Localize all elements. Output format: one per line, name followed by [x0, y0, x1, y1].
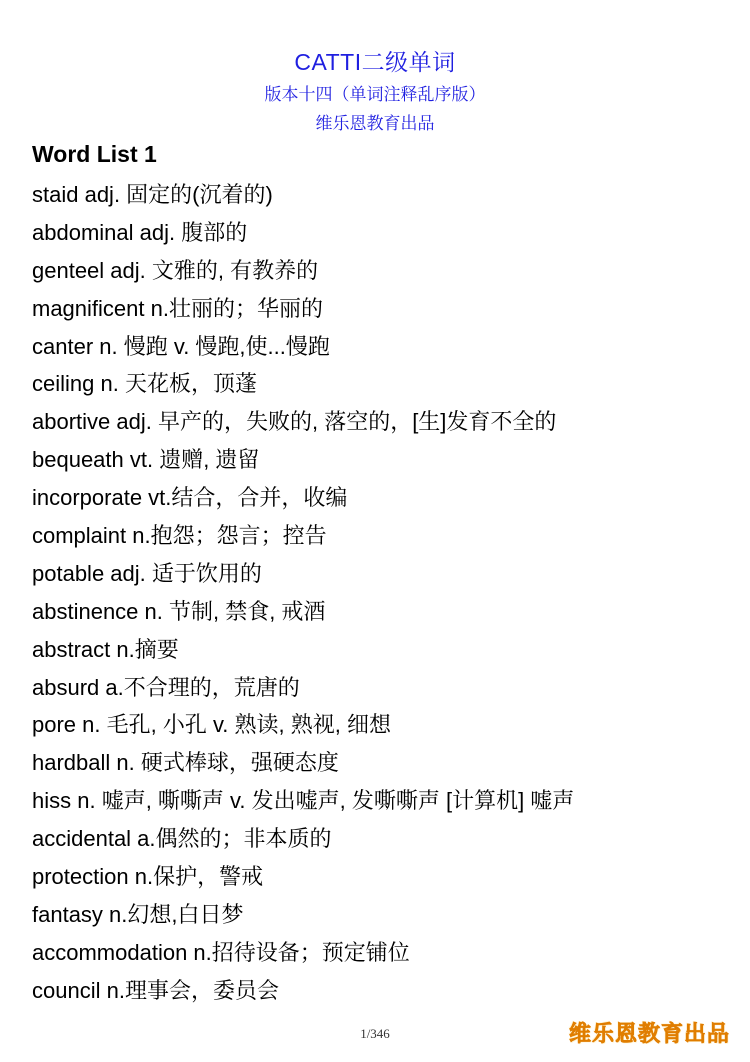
word-entry: potable adj. 适于饮用的: [32, 560, 262, 586]
word-entry: accommodation n.招待设备；预定铺位: [32, 939, 410, 965]
word-entry: staid adj. 固定的(沉着的): [32, 182, 273, 207]
word-entry: pore n. 毛孔, 小孔 v. 熟读, 熟视, 细想: [32, 712, 391, 738]
word-entry: council n.理事会，委员会: [32, 977, 279, 1003]
document-subtitle: 版本十四（单词注释乱序版）: [264, 85, 486, 104]
word-entry: bequeath vt. 遗赠, 遗留: [32, 447, 260, 473]
word-entry: accidental a.偶然的；非本质的: [32, 826, 332, 852]
word-entry: abortive adj. 早产的，失败的, 落空的，[生]发育不全的: [32, 409, 557, 435]
word-entry: complaint n.抱怨；怨言；控告: [32, 523, 327, 549]
word-entry: abdominal adj. 腹部的: [32, 219, 248, 245]
word-entry: hiss n. 嘘声, 嘶嘶声 v. 发出嘘声, 发嘶嘶声 [计算机] 嘘声: [32, 788, 575, 814]
word-entry: hardball n. 硬式棒球，强硬态度: [32, 750, 339, 776]
word-list-heading: Word List 1: [32, 141, 157, 167]
word-entry: abstract n.摘要: [32, 636, 179, 662]
word-entry: absurd a.不合理的，荒唐的: [32, 674, 300, 700]
word-entry: ceiling n. 天花板，顶蓬: [32, 371, 257, 397]
word-entry: fantasy n.幻想,白日梦: [32, 901, 244, 927]
word-entry: magnificent n.壮丽的；华丽的: [32, 295, 323, 321]
word-entry: canter n. 慢跑 v. 慢跑,使...慢跑: [32, 333, 330, 359]
word-entry: abstinence n. 节制, 禁食, 戒酒: [32, 598, 326, 624]
word-entry: protection n.保护，警戒: [32, 864, 264, 890]
publisher-line: 维乐恩教育出品: [315, 114, 435, 133]
document-title: CATTI二级单词: [294, 49, 456, 75]
word-entry: incorporate vt.结合，合并，收编: [32, 485, 348, 511]
word-entry: genteel adj. 文雅的, 有教养的: [32, 257, 319, 283]
page-number: 1/346: [360, 1026, 390, 1041]
word-entry-list: [32, 176, 574, 1010]
watermark-logo: 维乐恩教育出品: [568, 1021, 730, 1046]
